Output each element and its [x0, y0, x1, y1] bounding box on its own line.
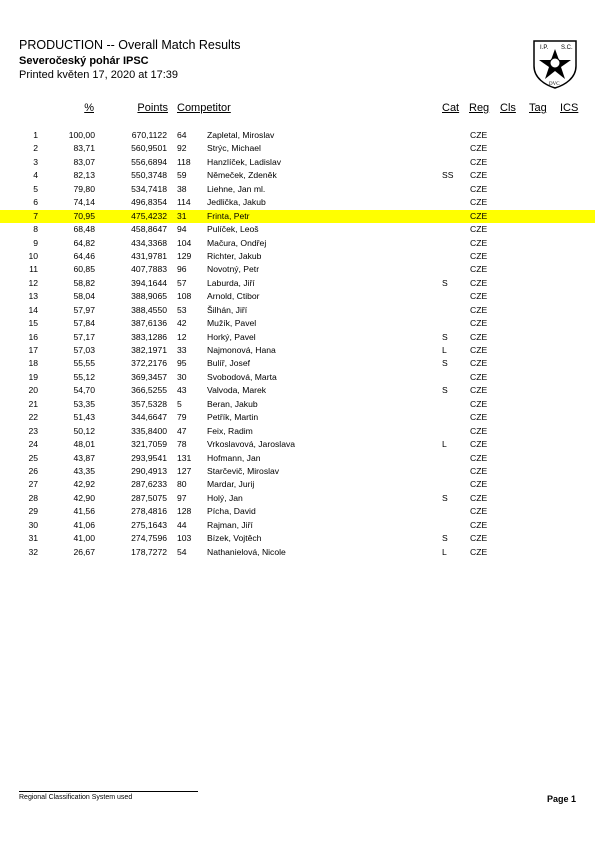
table-row [0, 304, 595, 317]
cell-num: 38 [177, 183, 187, 194]
cell-name: Arnold, Ctibor [207, 291, 260, 302]
table-row [0, 344, 595, 357]
cell-num: 108 [177, 291, 192, 302]
header-points: Points [137, 102, 168, 114]
cell-num: 42 [177, 318, 187, 329]
cell-num: 95 [177, 358, 187, 369]
cell-pct: 60,85 [73, 264, 95, 275]
cell-pts: 383,1286 [131, 331, 167, 342]
cell-name: Nathanielová, Nicole [207, 546, 286, 557]
cell-name: Zapletal, Miroslav [207, 130, 275, 140]
cell-rank: 26 [28, 465, 38, 476]
cell-rank: 17 [28, 345, 38, 355]
logo-bottom-text: DVC [549, 82, 560, 87]
cell-num: 43 [177, 385, 187, 396]
cell-name: Pícha, David [207, 506, 256, 517]
cell-pct: 41,56 [73, 506, 95, 517]
cell-pts: 275,1643 [131, 519, 167, 530]
page-number: Page 1 [547, 794, 577, 804]
cell-rank: 18 [28, 358, 38, 369]
cell-pts: 344,6647 [131, 412, 167, 423]
cell-name: Strýc, Michael [207, 143, 261, 154]
cell-num: 57 [177, 277, 187, 288]
cell-num: 78 [177, 439, 187, 450]
table-row [0, 317, 595, 330]
header-tag: Tag [529, 102, 547, 114]
cell-rank: 12 [28, 277, 38, 288]
table-row [0, 196, 595, 209]
cell-rank: 22 [28, 412, 38, 423]
table-row [0, 169, 595, 182]
table-row [0, 425, 595, 438]
cell-pts: 534,7418 [131, 183, 167, 194]
cell-num: 12 [177, 331, 187, 342]
cell-pct: 41,00 [73, 533, 95, 544]
logo-right-text: S.C. [561, 45, 573, 51]
cell-rank: 13 [28, 291, 38, 302]
cell-reg: CZE [470, 452, 488, 463]
cell-reg: CZE [470, 264, 488, 275]
cell-rank: 1 [33, 130, 38, 140]
cell-reg: CZE [470, 371, 488, 382]
cell-name: Valvoda, Marek [207, 385, 267, 396]
cell-pct: 48,01 [73, 439, 95, 450]
cell-reg: CZE [470, 398, 488, 409]
table-row [0, 384, 595, 397]
cell-pct: 64,46 [73, 250, 95, 261]
cell-pts: 670,1122 [131, 130, 167, 140]
cell-pct: 43,87 [73, 452, 95, 463]
cell-name: Mardar, Jurij [207, 479, 255, 490]
cell-rank: 6 [33, 197, 38, 208]
table-row [0, 357, 595, 370]
cell-rank: 24 [28, 439, 38, 450]
cell-name: Mužík, Pavel [207, 318, 257, 329]
cell-pts: 387,6136 [131, 318, 167, 329]
cell-num: 44 [177, 519, 187, 530]
cell-rank: 21 [28, 398, 38, 409]
table-row [0, 492, 595, 505]
cell-reg: CZE [470, 224, 488, 235]
cell-rank: 7 [33, 210, 38, 221]
table-row [0, 331, 595, 344]
cell-num: 33 [177, 345, 187, 355]
cell-num: 92 [177, 143, 187, 154]
cell-cat: L [442, 439, 447, 450]
cell-reg: CZE [470, 143, 488, 154]
cell-pts: 274,7596 [131, 533, 167, 544]
cell-pct: 43,35 [73, 465, 95, 476]
cell-name: Mačura, Ondřej [207, 237, 267, 248]
table-row [0, 398, 595, 411]
cell-num: 30 [177, 371, 187, 382]
cell-num: 96 [177, 264, 187, 275]
cell-rank: 32 [28, 546, 38, 557]
cell-pts: 388,4550 [131, 304, 167, 315]
table-row [0, 250, 595, 263]
cell-pct: 55,55 [73, 358, 95, 369]
cell-name: Holý, Jan [207, 492, 243, 503]
table-row [0, 210, 595, 223]
cell-rank: 2 [33, 143, 38, 154]
cell-cat: L [442, 546, 447, 557]
cell-pts: 382,1971 [131, 345, 167, 355]
cell-name: Hofmann, Jan [207, 452, 261, 463]
results-table [0, 129, 595, 559]
cell-reg: CZE [470, 506, 488, 517]
cell-pct: 79,80 [73, 183, 95, 194]
cell-pts: 556,6894 [131, 156, 167, 167]
cell-reg: CZE [470, 546, 488, 557]
cell-pct: 57,97 [73, 304, 95, 315]
table-row [0, 183, 595, 196]
cell-pts: 550,3748 [131, 170, 167, 181]
table-row [0, 156, 595, 169]
cell-pts: 287,6233 [131, 479, 167, 490]
cell-num: 114 [177, 197, 191, 208]
cell-rank: 15 [28, 318, 38, 329]
cell-rank: 14 [28, 304, 38, 315]
cell-name: Svobodová, Marta [207, 371, 277, 382]
table-row [0, 546, 595, 559]
cell-pct: 83,71 [73, 143, 95, 154]
cell-pct: 100,00 [68, 130, 95, 140]
cell-pct: 54,70 [73, 385, 95, 396]
cell-reg: CZE [470, 425, 488, 436]
cell-pct: 74,14 [73, 197, 95, 208]
cell-name: Němeček, Zdeněk [207, 170, 277, 181]
table-row [0, 438, 595, 451]
cell-num: 127 [177, 465, 192, 476]
cell-reg: CZE [470, 439, 488, 450]
cell-reg: CZE [470, 183, 488, 194]
cell-cat: S [442, 331, 448, 342]
cell-name: Richter, Jakub [207, 250, 262, 261]
cell-reg: CZE [470, 358, 488, 369]
cell-rank: 5 [33, 183, 38, 194]
cell-pct: 41,06 [73, 519, 95, 530]
cell-rank: 8 [33, 224, 38, 235]
cell-reg: CZE [470, 331, 488, 342]
cell-pts: 290,4913 [131, 465, 167, 476]
cell-reg: CZE [470, 492, 488, 503]
cell-rank: 11 [29, 264, 38, 275]
cell-num: 53 [177, 304, 187, 315]
cell-pts: 321,7059 [131, 439, 167, 450]
cell-pct: 53,35 [73, 398, 95, 409]
header-pct: % [84, 102, 94, 114]
cell-rank: 30 [28, 519, 38, 530]
cell-name: Jedlička, Jakub [207, 197, 266, 208]
cell-pct: 58,04 [73, 291, 95, 302]
cell-cat: S [442, 385, 448, 396]
cell-rank: 28 [28, 492, 38, 503]
cell-num: 31 [177, 210, 187, 221]
cell-pct: 70,95 [73, 210, 95, 221]
cell-pts: 366,5255 [131, 385, 167, 396]
cell-reg: CZE [470, 304, 488, 315]
cell-reg: CZE [470, 385, 488, 396]
cell-reg: CZE [470, 130, 488, 140]
cell-pct: 55,12 [73, 371, 95, 382]
cell-rank: 19 [28, 371, 38, 382]
cell-pts: 293,9541 [131, 452, 167, 463]
cell-pts: 394,1644 [131, 277, 167, 288]
cell-name: Pulíček, Leoš [207, 224, 259, 235]
cell-name: Novotný, Petr [207, 264, 260, 275]
cell-rank: 29 [28, 506, 38, 517]
cell-pts: 178,7272 [131, 546, 167, 557]
cell-pts: 388,9065 [131, 291, 167, 302]
header-ics: ICS [560, 102, 579, 114]
cell-num: 131 [177, 452, 192, 463]
cell-name: Vrkoslavová, Jaroslava [207, 439, 296, 450]
cell-num: 59 [177, 170, 187, 181]
cell-name: Horký, Pavel [207, 331, 256, 342]
cell-cat: S [442, 492, 448, 503]
cell-reg: CZE [470, 170, 488, 181]
cell-pts: 357,5328 [131, 398, 167, 409]
cell-pct: 50,12 [73, 425, 95, 436]
cell-rank: 31 [28, 533, 38, 544]
cell-reg: CZE [470, 250, 488, 261]
footer-divider [19, 791, 198, 792]
cell-pts: 560,9501 [131, 143, 167, 154]
cell-pct: 42,90 [73, 492, 95, 503]
report-subtitle: Severočeský pohár IPSC [19, 55, 149, 67]
cell-rank: 27 [28, 479, 38, 490]
cell-pts: 431,9781 [131, 250, 167, 261]
cell-cat: S [442, 533, 448, 544]
cell-num: 118 [177, 156, 191, 167]
table-row [0, 277, 595, 290]
cell-rank: 16 [28, 331, 38, 342]
cell-name: Starčevič, Miroslav [207, 465, 280, 476]
cell-name: Laburda, Jiří [207, 277, 255, 288]
cell-num: 129 [177, 250, 192, 261]
cell-pts: 335,8400 [131, 425, 167, 436]
cell-num: 64 [177, 130, 187, 140]
table-row [0, 142, 595, 155]
cell-pts: 369,3457 [131, 371, 167, 382]
header-cat: Cat [442, 102, 460, 114]
cell-rank: 10 [28, 250, 38, 261]
cell-name: Beran, Jakub [207, 398, 258, 409]
cell-cat: S [442, 277, 448, 288]
cell-reg: CZE [470, 519, 488, 530]
cell-pts: 475,4232 [131, 210, 167, 221]
printed-date: Printed květen 17, 2020 at 17:39 [19, 69, 179, 81]
cell-num: 104 [177, 237, 192, 248]
cell-reg: CZE [470, 237, 488, 248]
cell-num: 47 [177, 425, 187, 436]
table-row [0, 452, 595, 465]
header-cls: Cls [500, 102, 516, 114]
cell-name: Šilhán, Jiří [207, 304, 248, 315]
table-row [0, 411, 595, 424]
footer-note: Regional Classification System used [19, 794, 133, 801]
cell-rank: 25 [28, 452, 38, 463]
cell-pct: 42,92 [73, 479, 95, 490]
cell-name: Liehne, Jan ml. [207, 183, 266, 194]
cell-reg: CZE [470, 412, 488, 423]
cell-num: 5 [177, 398, 182, 409]
ipsc-logo [531, 38, 579, 90]
cell-pts: 407,7883 [131, 264, 167, 275]
cell-reg: CZE [470, 291, 488, 302]
cell-rank: 4 [33, 170, 38, 181]
table-row [0, 532, 595, 545]
cell-pts: 458,8647 [131, 224, 167, 235]
cell-rank: 3 [33, 156, 38, 167]
header-reg: Reg [469, 102, 490, 114]
cell-rank: 23 [28, 425, 38, 436]
cell-cat: SS [442, 170, 454, 181]
cell-pct: 57,17 [73, 331, 95, 342]
cell-num: 94 [177, 224, 187, 235]
cell-rank: 20 [28, 385, 38, 396]
cell-pts: 278,4816 [131, 506, 167, 517]
cell-pts: 434,3368 [131, 237, 167, 248]
table-row [0, 371, 595, 384]
cell-pct: 68,48 [73, 224, 95, 235]
cell-pct: 57,84 [73, 318, 95, 329]
table-row [0, 290, 595, 303]
cell-num: 97 [177, 492, 187, 503]
cell-cat: S [442, 358, 448, 369]
cell-pct: 83,07 [73, 156, 95, 167]
cell-reg: CZE [470, 156, 488, 167]
cell-pts: 372,2176 [131, 358, 167, 369]
cell-name: Rajman, Jiří [207, 519, 253, 530]
cell-name: Najmonová, Hana [207, 345, 276, 355]
cell-reg: CZE [470, 318, 488, 329]
cell-reg: CZE [470, 533, 488, 544]
cell-num: 80 [177, 479, 187, 490]
table-row [0, 237, 595, 250]
cell-reg: CZE [470, 197, 488, 208]
cell-reg: CZE [470, 345, 488, 355]
cell-pct: 58,82 [73, 277, 95, 288]
cell-name: Hanzlíček, Ladislav [207, 156, 282, 167]
logo-left-text: I.P. [540, 45, 549, 51]
table-row [0, 465, 595, 478]
cell-pts: 496,8354 [131, 197, 167, 208]
cell-pts: 287,5075 [131, 492, 167, 503]
table-row [0, 505, 595, 518]
cell-rank: 9 [33, 237, 38, 248]
cell-pct: 64,82 [73, 237, 95, 248]
table-row [0, 263, 595, 276]
table-row [0, 519, 595, 532]
cell-cat: L [442, 345, 447, 355]
table-row [0, 478, 595, 491]
cell-num: 103 [177, 533, 192, 544]
table-row [0, 223, 595, 236]
cell-num: 79 [177, 412, 187, 423]
cell-reg: CZE [470, 277, 488, 288]
report-title: PRODUCTION -- Overall Match Results [19, 38, 241, 52]
cell-reg: CZE [470, 479, 488, 490]
cell-name: Petřík, Martin [207, 412, 259, 423]
cell-pct: 51,43 [73, 412, 95, 423]
cell-name: Feix, Radim [207, 425, 253, 436]
cell-reg: CZE [470, 465, 488, 476]
cell-pct: 26,67 [73, 546, 95, 557]
cell-name: Bízek, Vojtěch [207, 533, 262, 544]
cell-num: 128 [177, 506, 192, 517]
cell-pct: 57,03 [73, 345, 95, 355]
header-competitor: Competitor [177, 102, 231, 114]
cell-name: Frinta, Petr [207, 210, 250, 221]
cell-num: 54 [177, 546, 187, 557]
table-row [0, 129, 595, 142]
cell-reg: CZE [470, 210, 488, 221]
cell-pct: 82,13 [73, 170, 95, 181]
cell-name: Bulíř, Josef [207, 358, 250, 369]
